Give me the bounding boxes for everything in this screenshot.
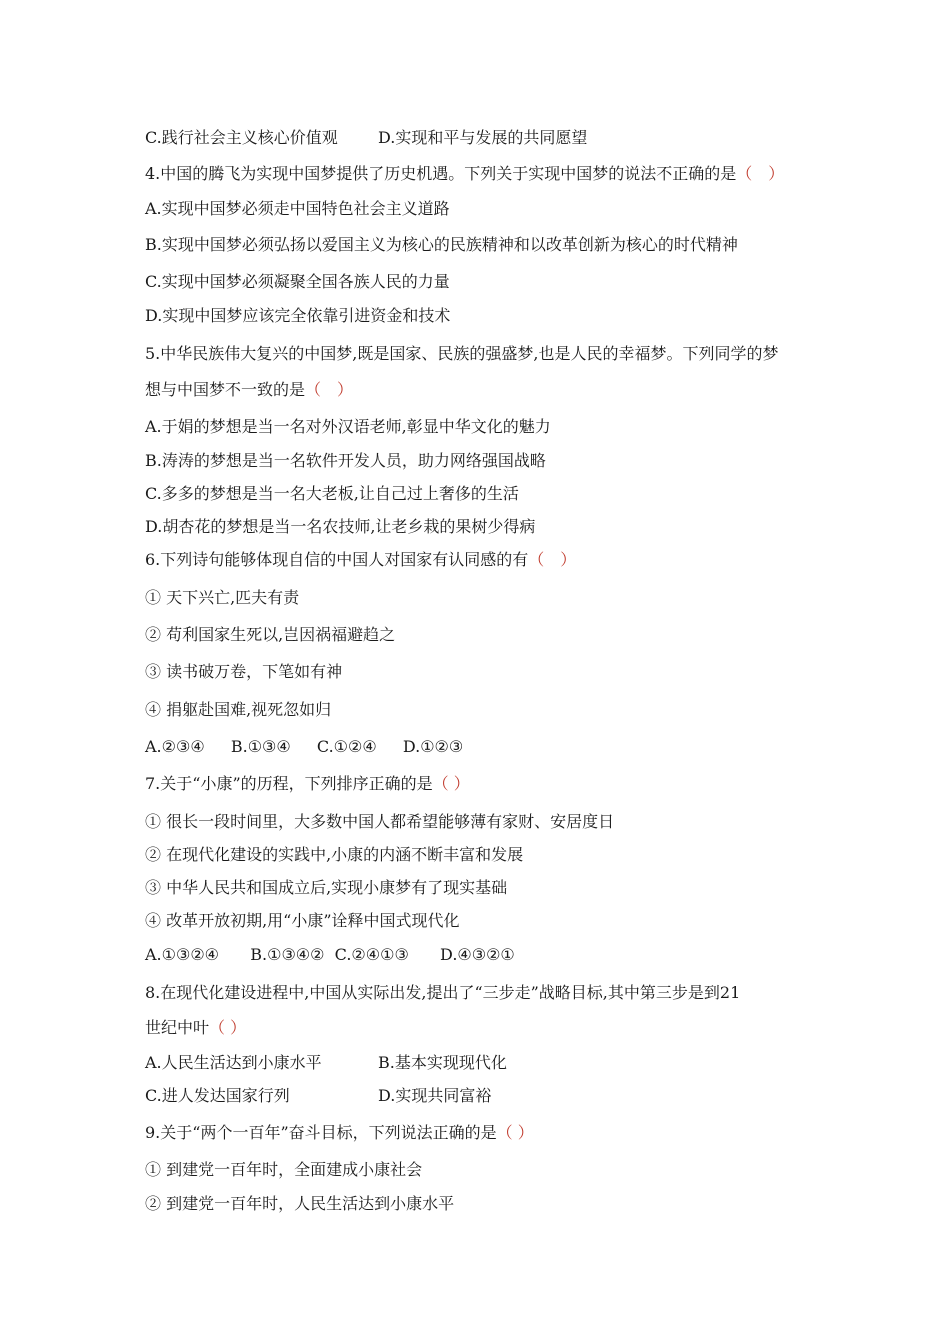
- q5-option-a: A.于娟的梦想是当一名对外汉语老师,彰显中华文化的魅力: [145, 417, 551, 436]
- q9-item-1: ① 到建党一百年时，全面建成小康社会: [145, 1160, 423, 1179]
- q8-stem-line2: 世纪中叶（ ）: [145, 1018, 247, 1037]
- q4-stem: 4.中国的腾飞为实现中国梦提供了历史机遇。下列关于实现中国梦的说法不正确的是（ ）: [145, 164, 785, 183]
- q6-item-2: ② 苟利国家生死以,岂因祸福避趋之: [145, 625, 396, 644]
- q5-option-b: B.涛涛的梦想是当一名软件开发人员，助力网络强国战略: [145, 451, 546, 470]
- q3-option-d: D.实现和平与发展的共同愿望: [378, 128, 588, 147]
- q8-option-b: B.基本实现现代化: [378, 1053, 507, 1072]
- q9-stem: 9.关于“两个一百年”奋斗目标，下列说法正确的是（ ）: [145, 1123, 534, 1142]
- answer-blank: （ ）: [432, 774, 470, 793]
- q4-option-a: A.实现中国梦必须走中国特色社会主义道路: [145, 199, 450, 218]
- q6-stem: 6.下列诗句能够体现自信的中国人对国家有认同感的有（ ）: [145, 550, 577, 569]
- q7-item-2: ② 在现代化建设的实践中,小康的内涵不断丰富和发展: [145, 845, 524, 864]
- q8-option-d: D.实现共同富裕: [378, 1086, 492, 1105]
- q8-stem-line1: 8.在现代化建设进程中,中国从实际出发,提出了“三步走”战略目标,其中第三步是到21: [145, 983, 741, 1002]
- q7-stem: 7.关于“小康”的历程，下列排序正确的是（ ）: [145, 774, 470, 793]
- q6-options: A.②③④ B.①③④ C.①②④ D.①②③: [145, 737, 464, 756]
- q4-option-c: C.实现中国梦必须凝聚全国各族人民的力量: [145, 272, 450, 291]
- answer-blank: （ ）: [528, 550, 577, 569]
- q7-item-1: ① 很长一段时间里，大多数中国人都希望能够薄有家财、安居度日: [145, 812, 615, 831]
- q6-item-1: ① 天下兴亡,匹夫有责: [145, 588, 300, 607]
- q9-item-2: ② 到建党一百年时，人民生活达到小康水平: [145, 1194, 455, 1213]
- q7-item-4: ④ 改革开放初期,用“小康”诠释中国式现代化: [145, 911, 460, 930]
- q6-item-3: ③ 读书破万卷，下笔如有神: [145, 662, 343, 681]
- q4-option-d: D.实现中国梦应该完全依靠引进资金和技术: [145, 306, 451, 325]
- q3-option-c: C.践行社会主义核心价值观: [145, 128, 338, 147]
- q8-option-a: A.人民生活达到小康水平: [145, 1053, 322, 1072]
- q5-option-d: D.胡杏花的梦想是当一名农技师,让老乡栽的果树少得病: [145, 517, 536, 536]
- answer-blank: （ ）: [736, 164, 785, 183]
- answer-blank: （ ）: [209, 1018, 247, 1037]
- q6-item-4: ④ 捐躯赴国难,视死忽如归: [145, 700, 332, 719]
- q8-option-c: C.进人发达国家行列: [145, 1086, 290, 1105]
- answer-blank: （ ）: [496, 1123, 534, 1142]
- q5-option-c: C.多多的梦想是当一名大老板,让自己过上奢侈的生活: [145, 484, 519, 503]
- q5-stem-line2: 想与中国梦不一致的是（ ）: [145, 380, 354, 399]
- q5-stem-line1: 5.中华民族伟大复兴的中国梦,既是国家、民族的强盛梦,也是人民的幸福梦。下列同学的梦: [145, 344, 779, 363]
- answer-blank: （ ）: [305, 380, 354, 399]
- q4-option-b: B.实现中国梦必须弘扬以爱国主义为核心的民族精神和以改革创新为核心的时代精神: [145, 235, 738, 254]
- q7-options: A.①③②④ B.①③④② C.②④①③ D.④③②①: [145, 945, 515, 964]
- q7-item-3: ③ 中华人民共和国成立后,实现小康梦有了现实基础: [145, 878, 508, 897]
